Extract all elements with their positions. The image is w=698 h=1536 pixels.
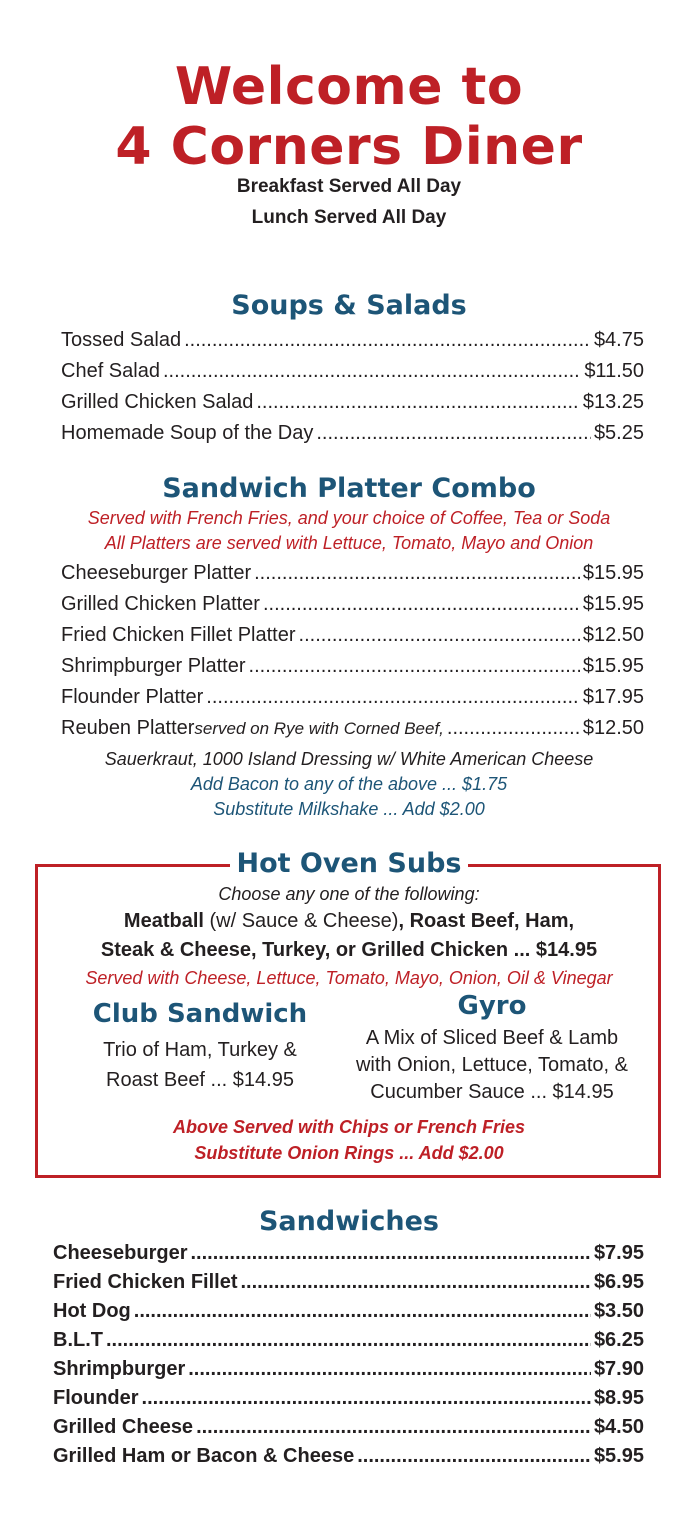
leader-dots xyxy=(447,713,580,744)
platter-list xyxy=(61,558,644,744)
leader-dots xyxy=(206,682,580,713)
menu-item xyxy=(53,1297,644,1326)
item-name: Grilled Chicken Salad xyxy=(61,391,254,413)
leader-dots xyxy=(163,356,581,387)
item-name: Fried Chicken Fillet Platter xyxy=(61,624,296,646)
item-name: Grilled Chicken Platter xyxy=(61,593,260,615)
hot-oven-subs-heading: Hot Oven Subs xyxy=(230,846,467,882)
leader-dots xyxy=(263,589,580,620)
platter-combo-heading: Sandwich Platter Combo xyxy=(162,473,536,504)
sandwiches-heading: Sandwiches xyxy=(258,1206,440,1237)
club-sandwich-heading: Club Sandwich xyxy=(92,999,308,1029)
subs-served-with: Served with Cheese, Lettuce, Tomato, Mayo, Onion, Oil & Vinegar xyxy=(85,968,613,988)
subs-meatball-note: (w/ Sauce & Cheese) xyxy=(203,910,399,932)
leader-dots xyxy=(249,651,580,682)
leader-dots xyxy=(142,1384,591,1413)
addon-milkshake: Substitute Milkshake ... Add $2.00 xyxy=(213,799,485,819)
subtitle-lunch: Lunch Served All Day xyxy=(251,207,447,228)
menu-item xyxy=(61,682,644,713)
item-name: Homemade Soup of the Day xyxy=(61,422,314,444)
item-name: Grilled Cheese xyxy=(53,1416,194,1438)
menu-item xyxy=(53,1384,644,1413)
item-name: Cheeseburger Platter xyxy=(61,562,252,584)
gyro-line-2: with Onion, Lettuce, Tomato, & xyxy=(355,1054,628,1076)
title-line-2: 4 Corners Diner xyxy=(115,117,583,177)
item-price: $15.95 xyxy=(582,562,644,584)
item-price: $4.50 xyxy=(593,1416,644,1438)
item-name: Shrimpburger xyxy=(53,1358,186,1380)
item-price: $11.50 xyxy=(584,360,644,382)
item-name: B.L.T xyxy=(53,1329,103,1351)
item-name: Grilled Ham or Bacon & Cheese xyxy=(53,1445,355,1467)
soups-salads-heading: Soups & Salads xyxy=(231,290,467,321)
title-line-1: Welcome to xyxy=(174,57,524,117)
platter-note-2: All Platters are served with Lettuce, Tomato, Mayo and Onion xyxy=(104,533,594,553)
subs-meatball: Meatball xyxy=(123,910,204,932)
gyro-heading: Gyro xyxy=(457,991,527,1021)
item-price: $12.50 xyxy=(582,624,644,646)
reuben-detail: Sauerkraut, 1000 Island Dressing w/ White American Cheese xyxy=(104,749,594,769)
item-name: Flounder Platter xyxy=(61,686,204,708)
sandwiches-list xyxy=(53,1239,644,1471)
leader-dots xyxy=(191,1239,591,1268)
subs-options-line-1 xyxy=(0,907,698,935)
item-price: $7.95 xyxy=(593,1242,644,1264)
item-name: Cheeseburger xyxy=(53,1242,188,1264)
subs-footer-1: Above Served with Chips or French Fries xyxy=(172,1117,526,1137)
item-name: Chef Salad xyxy=(61,360,160,382)
leader-dots xyxy=(188,1355,591,1384)
menu-item xyxy=(61,325,644,356)
leader-dots xyxy=(184,325,591,356)
menu-item xyxy=(53,1442,644,1471)
gyro-line-1: A Mix of Sliced Beef & Lamb xyxy=(365,1027,619,1049)
menu-item xyxy=(53,1326,644,1355)
leader-dots xyxy=(256,387,580,418)
subs-options-line-2: Steak & Cheese, Turkey, or Grilled Chicken ... $14.95 xyxy=(100,939,598,961)
item-price: $5.95 xyxy=(593,1445,644,1467)
subs-options-rest: , Roast Beef, Ham, xyxy=(398,910,575,932)
item-name: Reuben Platter xyxy=(61,717,195,739)
item-price: $15.95 xyxy=(582,655,644,677)
leader-dots xyxy=(240,1268,590,1297)
soups-salads-list xyxy=(61,325,644,449)
item-price: $6.95 xyxy=(593,1271,644,1293)
menu-item xyxy=(61,558,644,589)
item-name: Flounder xyxy=(53,1387,139,1409)
leader-dots xyxy=(299,620,580,651)
item-price: $6.25 xyxy=(593,1329,644,1351)
item-detail: served on Rye with Corned Beef, xyxy=(194,719,444,738)
leader-dots xyxy=(357,1442,591,1471)
item-name: Fried Chicken Fillet xyxy=(53,1271,238,1293)
item-price: $12.50 xyxy=(582,717,644,739)
subs-intro: Choose any one of the following: xyxy=(218,884,480,904)
hot-oven-subs-heading-wrap xyxy=(0,846,698,882)
item-name: Hot Dog xyxy=(53,1300,131,1322)
gyro-line-3: Cucumber Sauce ... $14.95 xyxy=(370,1081,614,1103)
leader-dots xyxy=(196,1413,591,1442)
platter-note-1: Served with French Fries, and your choice of Coffee, Tea or Soda xyxy=(87,508,611,528)
menu-item xyxy=(61,418,644,449)
leader-dots xyxy=(254,558,580,589)
menu-item xyxy=(61,620,644,651)
item-name: Shrimpburger Platter xyxy=(61,655,246,677)
menu-item xyxy=(53,1355,644,1384)
item-price: $5.25 xyxy=(593,422,644,444)
menu-item xyxy=(53,1268,644,1297)
item-price: $4.75 xyxy=(593,329,644,351)
menu-item xyxy=(53,1413,644,1442)
menu-item xyxy=(61,589,644,620)
menu-item xyxy=(61,651,644,682)
item-price: $17.95 xyxy=(582,686,644,708)
addon-bacon: Add Bacon to any of the above ... $1.75 xyxy=(190,774,508,794)
item-price: $8.95 xyxy=(593,1387,644,1409)
item-price: $13.25 xyxy=(582,391,644,413)
item-price: $15.95 xyxy=(582,593,644,615)
leader-dots xyxy=(316,418,591,449)
menu-item xyxy=(53,1239,644,1268)
leader-dots xyxy=(106,1326,591,1355)
subs-footer-2: Substitute Onion Rings ... Add $2.00 xyxy=(194,1143,504,1163)
item-price: $7.90 xyxy=(593,1358,644,1380)
subtitle-breakfast: Breakfast Served All Day xyxy=(236,176,462,197)
item-price: $3.50 xyxy=(593,1300,644,1322)
club-sandwich-line-2: Roast Beef ... $14.95 xyxy=(106,1069,294,1091)
menu-item xyxy=(61,387,644,418)
menu-item xyxy=(61,713,644,744)
item-name: Tossed Salad xyxy=(61,329,182,351)
menu-item xyxy=(61,356,644,387)
leader-dots xyxy=(134,1297,591,1326)
club-sandwich-line-1: Trio of Ham, Turkey & xyxy=(103,1039,297,1061)
